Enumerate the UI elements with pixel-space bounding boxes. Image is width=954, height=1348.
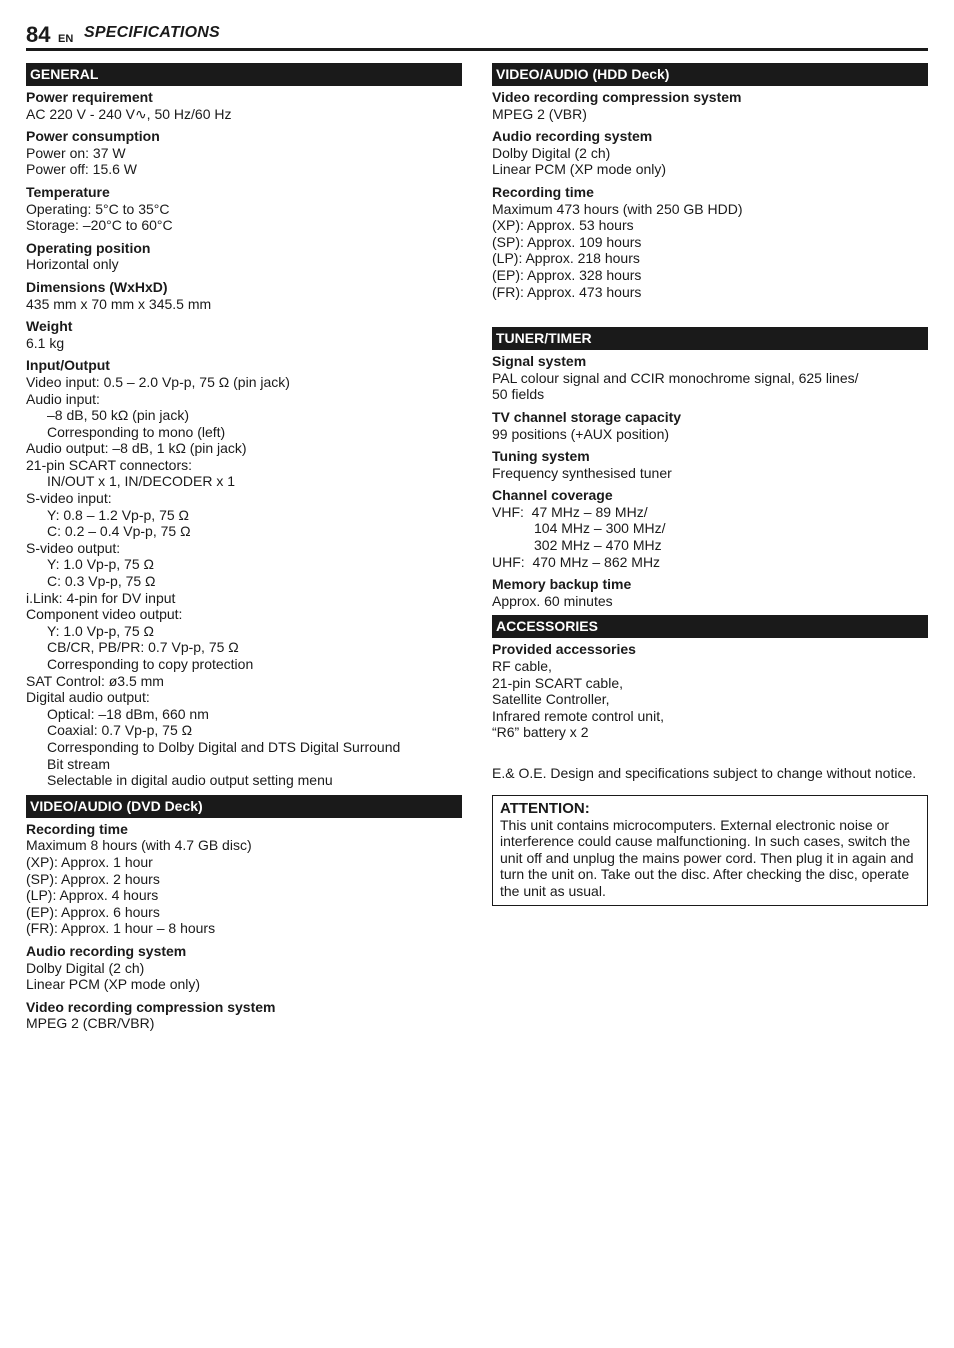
spec-item bbox=[26, 279, 462, 312]
spec-value: (LP): Approx. 4 hours bbox=[26, 887, 159, 904]
attention-body: This unit contains microcomputers. External electronic noise or interference could cause malfunctioning. In such cases, switch the unit off and unplug the mains power cord. Then plug it in again and turn the unit on. Take out the disc. After checking the disc, operate the unit as usual. bbox=[500, 816, 914, 899]
spec-label: Video recording compression system bbox=[26, 998, 276, 1015]
spec-item bbox=[492, 448, 928, 481]
spec-value: Bit stream bbox=[47, 755, 111, 772]
spec-value: Maximum 8 hours (with 4.7 GB disc) bbox=[26, 837, 252, 854]
right-column bbox=[492, 63, 928, 906]
spec-label: Power consumption bbox=[26, 128, 160, 145]
spec-item bbox=[492, 487, 928, 570]
spec-label: Input/Output bbox=[26, 357, 110, 374]
spec-value: Audio output: –8 dB, 1 kΩ (pin jack) bbox=[26, 440, 247, 457]
spec-value: (XP): Approx. 53 hours bbox=[492, 217, 634, 234]
spec-value: Power on: 37 W bbox=[26, 144, 126, 161]
spec-label: Recording time bbox=[26, 820, 128, 837]
spec-item bbox=[26, 128, 462, 178]
spec-value: 99 positions (+AUX position) bbox=[492, 425, 670, 442]
spec-value: Frequency synthesised tuner bbox=[492, 464, 672, 481]
left-column bbox=[26, 63, 462, 1038]
spec-label: Channel coverage bbox=[492, 487, 613, 504]
spec-value: (LP): Approx. 218 hours bbox=[492, 250, 640, 267]
spec-value: 6.1 kg bbox=[26, 334, 65, 351]
spec-value: Corresponding to copy protection bbox=[47, 656, 254, 672]
spec-value: Selectable in digital audio output setting menu bbox=[47, 772, 333, 789]
spec-item bbox=[492, 353, 928, 403]
page-number: 84 bbox=[26, 22, 51, 47]
spec-value: VHF: 47 MHz – 89 MHz/ bbox=[492, 503, 648, 520]
spec-value: Audio input: bbox=[26, 390, 100, 407]
spec-value: UHF: 470 MHz – 862 MHz bbox=[492, 553, 661, 570]
spec-value: IN/OUT x 1, IN/DECODER x 1 bbox=[47, 473, 235, 490]
section-heading: VIDEO/AUDIO (HDD Deck) bbox=[492, 63, 928, 86]
spec-value: SAT Control: ø3.5 mm bbox=[26, 672, 164, 689]
section-heading: ACCESSORIES bbox=[492, 615, 928, 638]
section-heading: TUNER/TIMER bbox=[492, 327, 928, 350]
spec-label: Video recording compression system bbox=[492, 89, 742, 105]
attention-box bbox=[492, 795, 928, 906]
spec-value: C: 0.2 – 0.4 Vp-p, 75 Ω bbox=[47, 523, 191, 540]
right-sections bbox=[492, 63, 928, 741]
spec-value: Dolby Digital (2 ch) bbox=[492, 144, 611, 161]
section-accessories bbox=[492, 615, 928, 741]
spec-value: Y: 0.8 – 1.2 Vp-p, 75 Ω bbox=[47, 506, 190, 523]
spec-item bbox=[492, 641, 928, 741]
spec-value: Maximum 473 hours (with 250 GB HDD) bbox=[492, 200, 743, 217]
spec-value: (FR): Approx. 473 hours bbox=[492, 283, 642, 300]
spec-value: 21-pin SCART connectors: bbox=[26, 456, 193, 473]
spec-label: Audio recording system bbox=[492, 128, 653, 145]
spec-label: Audio recording system bbox=[26, 942, 187, 959]
spec-value: MPEG 2 (CBR/VBR) bbox=[26, 1015, 155, 1032]
spec-label: Weight bbox=[26, 318, 73, 335]
section-video-audio-hdd-deck bbox=[492, 63, 928, 300]
spec-item bbox=[26, 943, 462, 993]
section-tuner-timer bbox=[492, 327, 928, 609]
spec-value: –8 dB, 50 kΩ (pin jack) bbox=[47, 407, 189, 424]
spec-value: Y: 1.0 Vp-p, 75 Ω bbox=[47, 556, 154, 573]
spec-item bbox=[492, 409, 928, 442]
spec-item bbox=[26, 318, 462, 351]
spec-item bbox=[492, 89, 928, 122]
spec-item bbox=[26, 357, 462, 788]
disclaimer-note: E.& O.E. Design and specifications subject to change without notice. bbox=[492, 765, 917, 781]
spec-value: Coaxial: 0.7 Vp-p, 75 Ω bbox=[47, 722, 193, 739]
spec-item bbox=[26, 999, 462, 1032]
spec-value: (FR): Approx. 1 hour – 8 hours bbox=[26, 920, 216, 937]
section-video-audio-dvd-deck bbox=[26, 795, 462, 1032]
spec-value: 302 MHz – 470 MHz bbox=[534, 537, 662, 554]
spec-item bbox=[26, 821, 462, 937]
spec-value: Satellite Controller, bbox=[492, 691, 610, 708]
spec-value: (XP): Approx. 1 hour bbox=[26, 853, 153, 870]
spec-value: “R6” battery x 2 bbox=[492, 724, 589, 741]
spec-label: Dimensions (WxHxD) bbox=[26, 278, 168, 295]
spec-value: S-video output: bbox=[26, 539, 121, 556]
spec-value: C: 0.3 Vp-p, 75 Ω bbox=[47, 573, 156, 590]
page-title: SPECIFICATIONS bbox=[84, 24, 220, 41]
spec-value: MPEG 2 (VBR) bbox=[492, 105, 587, 122]
spec-label: TV channel storage capacity bbox=[492, 408, 682, 425]
spec-value: (EP): Approx. 6 hours bbox=[26, 903, 160, 920]
spec-label: Provided accessories bbox=[492, 641, 636, 658]
spec-value: CB/CR, PB/PR: 0.7 Vp-p, 75 Ω bbox=[47, 639, 239, 656]
spec-label: Tuning system bbox=[492, 448, 590, 465]
spec-value: Linear PCM (XP mode only) bbox=[492, 161, 667, 178]
spec-value: Digital audio output: bbox=[26, 689, 150, 706]
section-heading: GENERAL bbox=[26, 63, 462, 86]
spec-value: Video input: 0.5 – 2.0 Vp-p, 75 Ω (pin jack) bbox=[26, 373, 290, 390]
spec-value: Corresponding to mono (left) bbox=[47, 423, 226, 440]
spec-value: Y: 1.0 Vp-p, 75 Ω bbox=[47, 622, 154, 639]
spec-value: Optical: –18 dBm, 660 nm bbox=[47, 705, 209, 722]
spec-value: Storage: –20°C to 60°C bbox=[26, 217, 173, 234]
spec-item bbox=[492, 184, 928, 300]
spec-item bbox=[492, 576, 928, 609]
spec-value: 104 MHz – 300 MHz/ bbox=[534, 520, 666, 537]
spec-value: i.Link: 4-pin for DV input bbox=[26, 589, 176, 606]
spec-item bbox=[26, 240, 462, 273]
spec-value: PAL colour signal and CCIR monochrome signal, 625 lines/ bbox=[492, 369, 859, 386]
spec-value: Approx. 60 minutes bbox=[492, 592, 613, 609]
attention-title: ATTENTION: bbox=[500, 799, 590, 817]
spec-label: Power requirement bbox=[26, 89, 153, 105]
page-header bbox=[26, 22, 928, 51]
section-general bbox=[26, 63, 462, 789]
spec-value: 21-pin SCART cable, bbox=[492, 674, 623, 691]
spec-value: (EP): Approx. 328 hours bbox=[492, 266, 642, 283]
language-code: EN bbox=[58, 33, 74, 45]
spec-value: S-video input: bbox=[26, 490, 112, 507]
spec-value: Dolby Digital (2 ch) bbox=[26, 959, 145, 976]
spec-label: Operating position bbox=[26, 239, 151, 256]
spec-label: Memory backup time bbox=[492, 576, 632, 593]
spec-value: 50 fields bbox=[492, 386, 545, 403]
spec-value: 435 mm x 70 mm x 345.5 mm bbox=[26, 295, 212, 312]
spec-value: Component video output: bbox=[26, 606, 183, 623]
section-heading: VIDEO/AUDIO (DVD Deck) bbox=[26, 795, 462, 818]
spec-label: Signal system bbox=[492, 353, 587, 370]
spec-value: AC 220 V - 240 V∿, 50 Hz/60 Hz bbox=[26, 105, 232, 122]
spec-label: Recording time bbox=[492, 183, 594, 200]
spec-label: Temperature bbox=[26, 183, 110, 200]
spec-value: Power off: 15.6 W bbox=[26, 161, 138, 178]
spec-value: Horizontal only bbox=[26, 256, 119, 273]
spec-value: (SP): Approx. 109 hours bbox=[492, 233, 642, 250]
spec-value: Infrared remote control unit, bbox=[492, 707, 664, 724]
spec-value: Corresponding to Dolby Digital and DTS Digital Surround bbox=[47, 738, 401, 755]
spec-value: Linear PCM (XP mode only) bbox=[26, 976, 201, 993]
spec-value: RF cable, bbox=[492, 658, 552, 675]
spec-item bbox=[26, 89, 462, 122]
spec-item bbox=[492, 128, 928, 178]
spec-value: (SP): Approx. 2 hours bbox=[26, 870, 160, 887]
spec-value: Operating: 5°C to 35°C bbox=[26, 200, 170, 217]
spec-item bbox=[26, 184, 462, 234]
